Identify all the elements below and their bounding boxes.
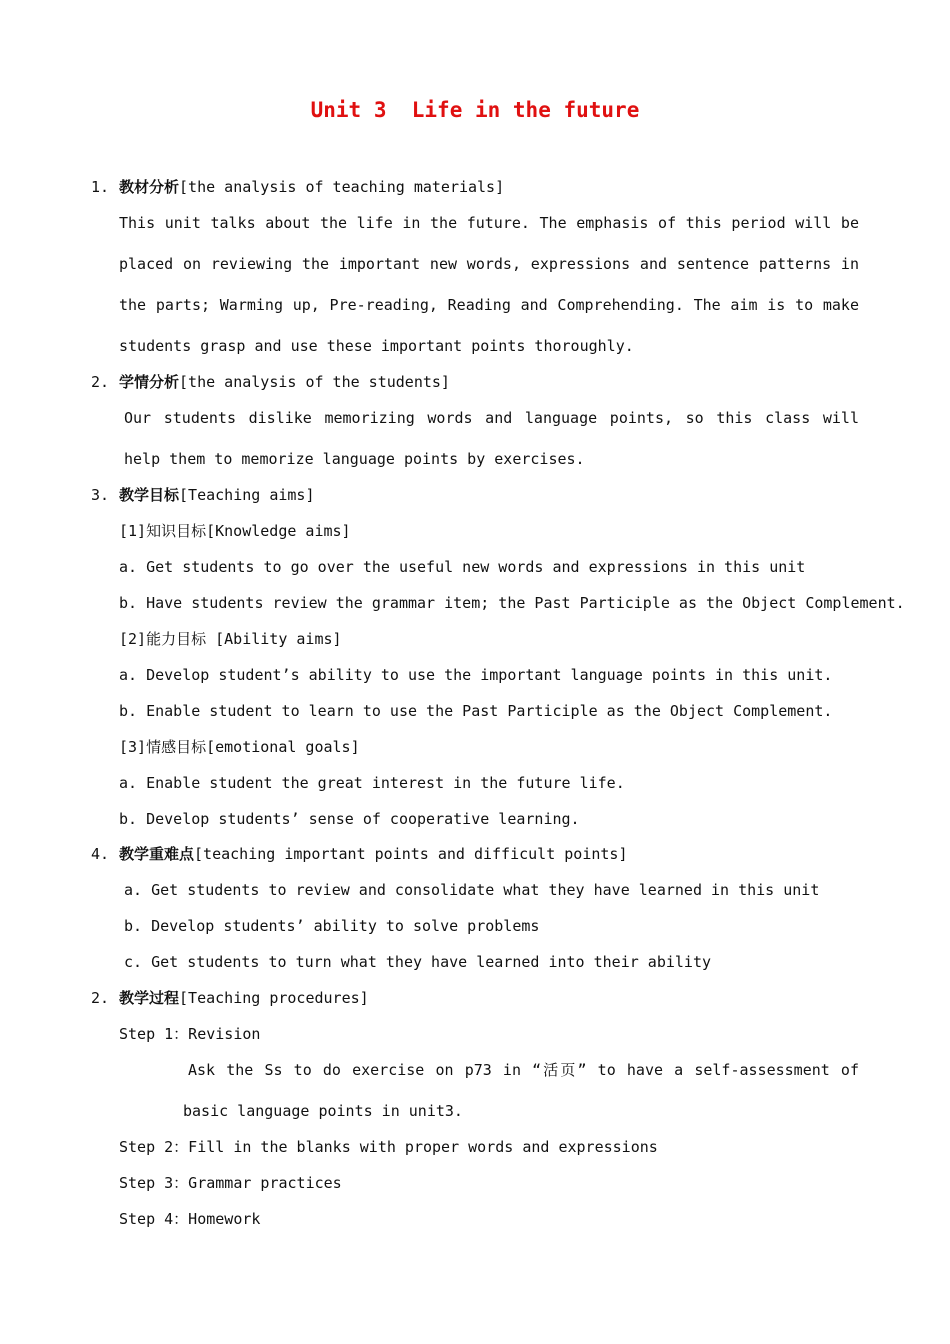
step-3-heading: Step 3：Grammar practices: [119, 1174, 342, 1192]
knowledge-aims-heading: [1]知识目标[Knowledge aims]: [119, 522, 351, 540]
key-point-item: b. Develop students’ ability to solve problems: [124, 917, 540, 935]
section-heading-materials: 1. 教材分析[the analysis of teaching materials]: [91, 178, 505, 196]
step-2-heading: Step 2：Fill in the blanks with proper words and expressions: [119, 1138, 658, 1156]
key-point-item: c. Get students to turn what they have learned into their ability: [124, 953, 711, 971]
document-title: Unit 3 Life in the future: [310, 98, 640, 122]
step-1-paragraph: Ask the Ss to do exercise on p73 in “活页” to have a self-assessment of basic language points in unit3.: [183, 1061, 859, 1120]
ability-aims-heading: [2]能力目标 [Ability aims]: [119, 630, 342, 648]
section-heading-procedures: 2. 教学过程[Teaching procedures]: [91, 989, 369, 1007]
knowledge-aim-item: a. Get students to go over the useful new words and expressions in this unit: [119, 558, 806, 576]
emotional-goal-item: a. Enable student the great interest in the future life.: [119, 774, 625, 792]
ability-aim-item: a. Develop student’s ability to use the important language points in this unit.: [119, 666, 833, 684]
materials-paragraph: This unit talks about the life in the future. The emphasis of this period will be placed on reviewing the important new words, expressions and sentence patterns in the parts; Warming up, Pre-reading, Reading and Comprehending. The aim is to make students grasp and use these important points thoroughly.: [119, 214, 859, 355]
emotional-goal-item: b. Develop students’ sense of cooperative learning.: [119, 810, 580, 828]
step-1-heading: Step 1：Revision: [119, 1025, 261, 1043]
key-point-item: a. Get students to review and consolidate what they have learned in this unit: [124, 881, 820, 899]
section-heading-aims: 3. 教学目标[Teaching aims]: [91, 486, 315, 504]
students-paragraph: Our students dislike memorizing words and language points, so this class will help them to memorize language points by exercises.: [124, 409, 859, 468]
section-heading-students: 2. 学情分析[the analysis of the students]: [91, 373, 450, 391]
ability-aim-item: b. Enable student to learn to use the Past Participle as the Object Complement.: [119, 702, 833, 720]
section-heading-key-points: 4. 教学重难点[teaching important points and difficult points]: [91, 845, 628, 863]
knowledge-aim-item: b. Have students review the grammar item; the Past Participle as the Object Complement.: [119, 594, 905, 612]
emotional-goals-heading: [3]情感目标[emotional goals]: [119, 738, 360, 756]
step-4-heading: Step 4：Homework: [119, 1210, 261, 1228]
